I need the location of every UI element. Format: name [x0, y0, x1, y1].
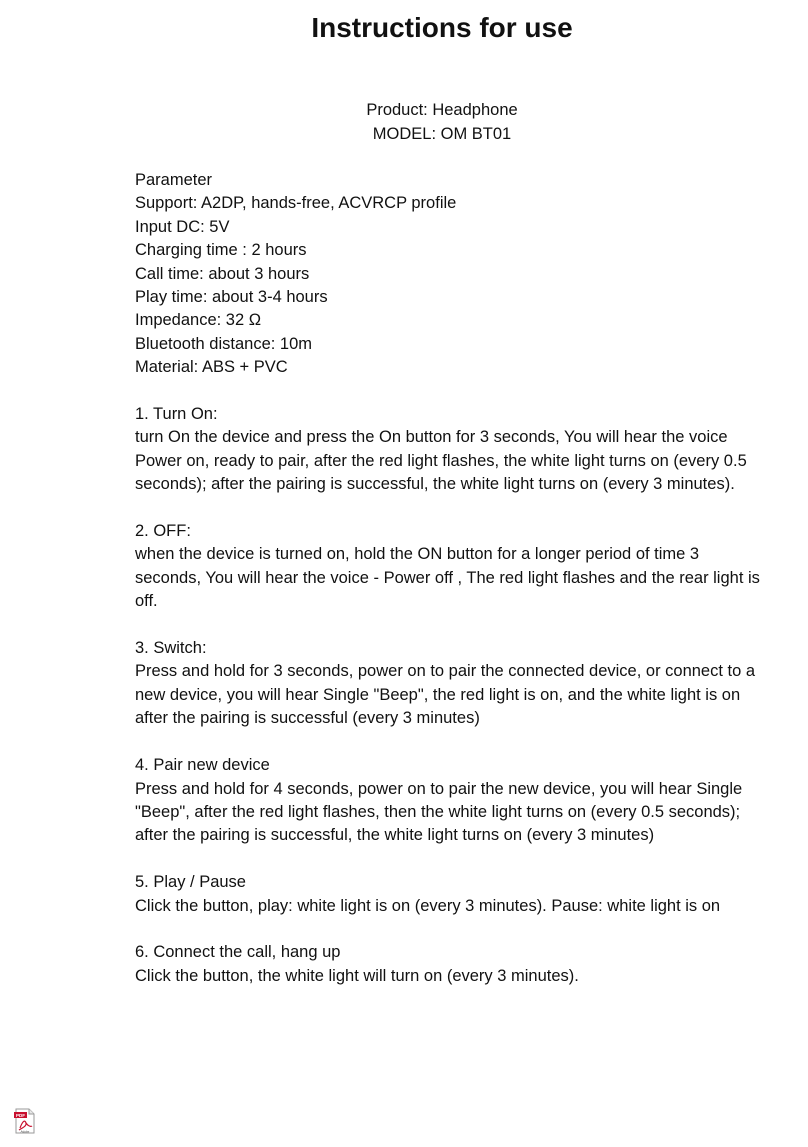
product-name: Product: Headphone [366, 101, 518, 119]
section-heading: 4. Pair new device [135, 756, 270, 775]
page-title: Instructions for use [311, 12, 573, 43]
section-switch [135, 637, 760, 731]
section-play-pause [135, 871, 760, 918]
pdf-icon-label: PDF [16, 1112, 25, 1118]
parameter-heading: Parameter [135, 171, 213, 189]
section-heading: 6. Connect the call, hang up [135, 943, 341, 962]
section-pair-new-device [135, 754, 760, 848]
section-turn-on [135, 403, 760, 497]
product-info [0, 99, 808, 146]
section-body: Click the button, play: white light is on (every 3 minutes). Pause: white light is on [135, 896, 721, 915]
parameter-line: Call time: about 3 hours [135, 264, 310, 283]
parameter-line: Material: ABS + PVC [135, 358, 288, 377]
section-body: Press and hold for 3 seconds, power on to pair the connected device, or connect to a new device, you will hear Single "Beep", the red light is on, and the white light is on after the pairing is successful (every 3 minutes) [135, 662, 756, 728]
section-heading: 1. Turn On: [135, 405, 218, 424]
section-body: turn On the device and press the On button for 3 seconds, You will hear the voice Power on, ready to pair, after the red light flashes, the white light turns on (every 0.5 seconds); after the pairing is successful, the white light turns on (every 3 minutes). [135, 428, 747, 494]
parameter-line: Input DC: 5V [135, 217, 230, 236]
section-body: when the device is turned on, hold the ON button for a longer period of time 3 seconds, You will hear the voice - Power off , The red light flashes and the rear light is off. [135, 545, 760, 611]
section-body: Press and hold for 4 seconds, power on to pair the new device, you will hear Single "Beep", after the red light flashes, then the white light turns on (every 0.5 seconds); after the pairing is successful, the white light turns on (every 3 minutes) [135, 779, 743, 845]
section-heading: 2. OFF: [135, 522, 191, 541]
pdf-icon [14, 1108, 36, 1134]
parameter-line: Charging time : 2 hours [135, 241, 307, 260]
parameter-line: Impedance: 32 Ω [135, 311, 262, 330]
section-heading: 5. Play / Pause [135, 873, 246, 892]
product-model: MODEL: OM BT01 [372, 124, 512, 143]
parameter-line: Play time: about 3-4 hours [135, 288, 328, 307]
instructions-body [135, 169, 760, 1012]
parameter-line: Support: A2DP, hands-free, ACVRCP profile [135, 194, 457, 213]
section-body: Click the button, the white light will turn on (every 3 minutes). [135, 966, 579, 985]
pdf-icon-caption: Adobe [20, 1129, 30, 1134]
parameter-line: Bluetooth distance: 10m [135, 334, 313, 353]
section-off [135, 520, 760, 614]
parameter-section [135, 169, 760, 380]
section-heading: 3. Switch: [135, 639, 207, 658]
section-connect-call [135, 941, 760, 988]
